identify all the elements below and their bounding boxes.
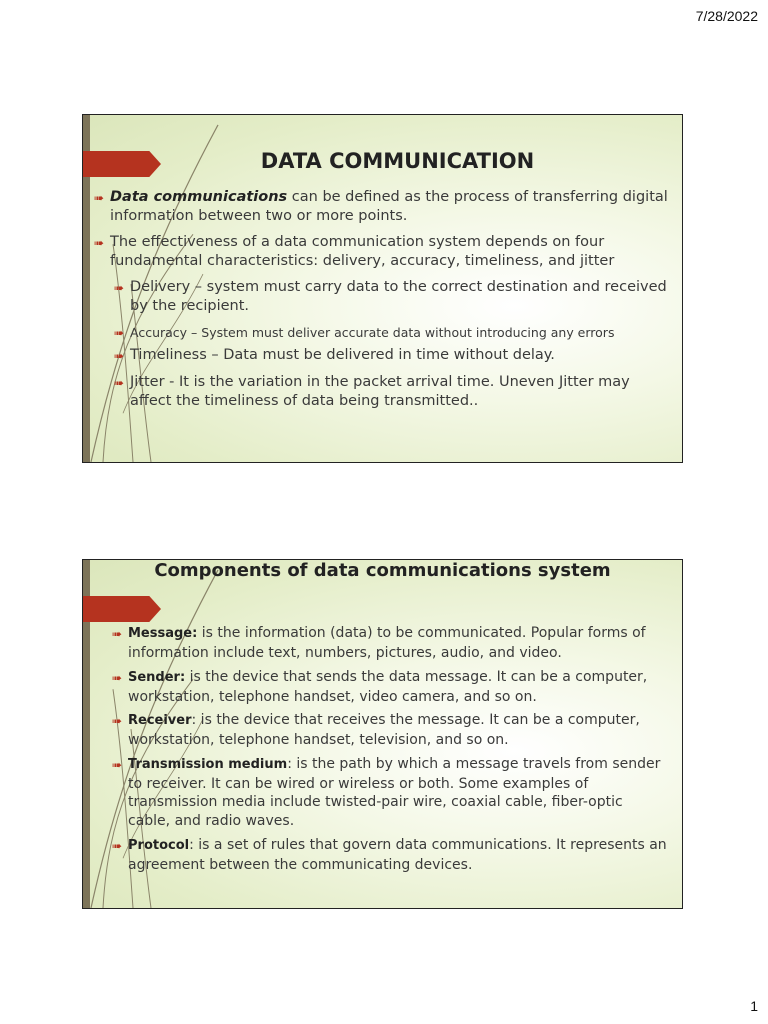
sub-bullet-text: Accuracy – System must deliver accurate data without introducing any errors — [130, 325, 615, 340]
component-name: Receiver — [128, 713, 192, 728]
component-name: Protocol — [128, 838, 190, 853]
bullet-arrow-icon: ➠ — [114, 326, 125, 340]
bullet-lead: Data communications — [110, 189, 288, 205]
bullet-arrow-icon: ➠ — [112, 671, 123, 685]
component-description: is the device that sends the data message. It can be a computer, workstation, telephone handset, video camera, and so on. — [128, 669, 648, 705]
sub-bullet-item — [114, 323, 683, 342]
component-description: : is the path by which a message travels from sender to receiver. It can be wired or wireless or both. Some examples of transmission media include twisted-pair wire, coaxial cable, fiber-optic cable, and radio waves. — [128, 756, 661, 829]
sub-bullet-text: Delivery – system must carry data to the correct destination and received by the recipient. — [130, 279, 667, 314]
component-description: is the information (data) to be communicated. Popular forms of information include text, numbers, pictures, audio, and video. — [128, 625, 646, 661]
bullet-arrow-icon: ➠ — [112, 714, 123, 728]
page-number: 1 — [750, 998, 758, 1014]
slide-title: Components of data communications system — [154, 560, 611, 581]
slide-components — [82, 559, 683, 909]
component-name: Sender: — [128, 670, 186, 685]
component-item — [112, 668, 668, 706]
bullet-arrow-icon: ➠ — [94, 191, 105, 205]
bullet-item — [94, 233, 670, 271]
bullet-item — [94, 188, 670, 226]
title-tab-marker — [83, 596, 161, 622]
component-description: : is the device that receives the message. It can be a computer, workstation, telephone handset, television, and so on. — [128, 712, 640, 748]
component-name: Transmission medium — [128, 757, 288, 772]
component-description: : is a set of rules that govern data communications. It represents an agreement between the communicating devices. — [128, 837, 667, 873]
bullet-arrow-icon: ➠ — [114, 281, 125, 295]
bullet-arrow-icon: ➠ — [112, 758, 123, 772]
component-item — [112, 624, 668, 662]
sub-bullet-text: Timeliness – Data must be delivered in time without delay. — [130, 347, 555, 363]
bullet-arrow-icon: ➠ — [112, 839, 123, 853]
print-date: 7/28/2022 — [695, 8, 758, 24]
bullet-arrow-icon: ➠ — [112, 627, 123, 641]
slide-data-communication — [82, 114, 683, 463]
component-name: Message: — [128, 626, 198, 641]
slide-title: DATA COMMUNICATION — [260, 149, 535, 173]
bullet-arrow-icon: ➠ — [94, 236, 105, 250]
component-item — [112, 755, 668, 830]
bullet-text: The effectiveness of a data communication system depends on four fundamental characteristics: delivery, accuracy, timeliness, and jitter — [110, 234, 615, 269]
component-item — [112, 836, 668, 874]
component-item — [112, 711, 668, 749]
sub-bullet-text: Jitter - It is the variation in the packet arrival time. Uneven Jitter may affect the timeliness of data being transmitted.. — [130, 374, 630, 409]
sub-bullet-item — [114, 346, 670, 365]
sub-bullet-item — [114, 278, 670, 316]
bullet-text: can be defined as the process of transferring digital information between two or more points. — [110, 189, 668, 224]
bullet-arrow-icon: ➠ — [114, 349, 125, 363]
sub-bullet-item — [114, 373, 670, 411]
bullet-arrow-icon: ➠ — [114, 376, 125, 390]
